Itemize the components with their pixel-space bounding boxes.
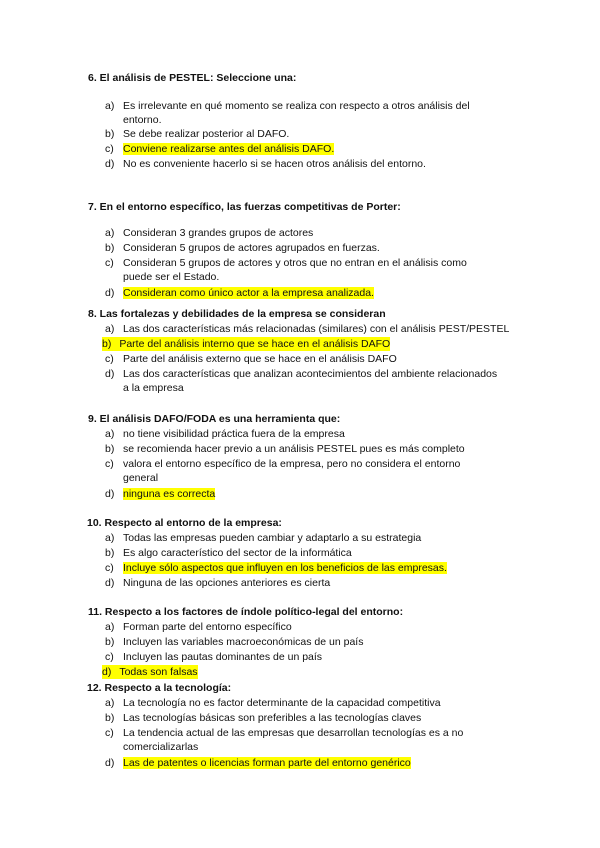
option-text: se recomienda hacer previo a un análisis PESTEL pues es más completo: [123, 443, 465, 455]
option-text: No es conveniente hacerlo si se hacen otros análisis del entorno.: [123, 158, 426, 170]
option-text: Ninguna de las opciones anteriores es cierta: [123, 577, 331, 589]
option-text: Consideran 5 grupos de actores agrupados en fuerzas.: [123, 242, 380, 254]
highlighted-answer: Incluye sólo aspectos que influyen en los beneficios de las empresas.: [123, 562, 447, 574]
option-letter: b): [102, 338, 112, 350]
option-text: Todas las empresas pueden cambiar y adaptarlo a su estrategia: [123, 532, 422, 544]
option-letter: a): [105, 621, 115, 633]
option-text: Las tecnologías básicas son preferibles a las tecnologías claves: [123, 712, 422, 724]
option-letter: b): [105, 443, 115, 455]
highlighted-answer: Todas son falsas: [119, 666, 198, 678]
option-text: Incluyen las variables macroeconómicas de un país: [123, 636, 364, 648]
highlighted-answer: Parte del análisis interno que se hace en el análisis DAFO: [119, 338, 391, 350]
question-title: 7. En el entorno específico, las fuerzas competitivas de Porter:: [88, 201, 401, 213]
option-letter: d): [105, 158, 115, 170]
question-title: 9. El análisis DAFO/FODA es una herramienta que:: [88, 413, 341, 425]
option-letter: a): [105, 100, 115, 112]
highlighted-answer: Las de patentes o licencias forman parte del entorno genérico: [123, 757, 411, 769]
option-letter: a): [105, 697, 115, 709]
option-letter: d): [102, 666, 112, 678]
option-text: valora el entorno específico de la empresa, pero no considera el entorno general: [123, 458, 461, 484]
option-letter: c): [105, 353, 114, 365]
option-text: La tendencia actual de las empresas que desarrollan tecnologías es a no comercializarlas: [123, 727, 464, 753]
option-text: Parte del análisis externo que se hace en el análisis DAFO: [123, 353, 397, 365]
option-letter: b): [105, 636, 115, 648]
option-letter: b): [105, 547, 115, 559]
option-text: Es irrelevante en qué momento se realiza con respecto a otros análisis del entorno.: [123, 100, 470, 126]
option-letter: c): [105, 458, 114, 470]
option-letter: b): [105, 712, 115, 724]
option-text: Consideran 5 grupos de actores y otros que no entran en el análisis como puede ser el Estado.: [123, 257, 467, 283]
highlighted-answer: Consideran como único actor a la empresa analizada.: [123, 287, 374, 299]
option-letter: a): [105, 428, 115, 440]
option-letter: c): [105, 562, 114, 574]
highlighted-answer-row: [102, 665, 198, 679]
question-title: 6. El análisis de PESTEL: Seleccione una:: [88, 72, 297, 84]
option-text: Las dos características más relacionadas (similares) con el análisis PEST/PESTEL: [123, 323, 510, 335]
option-text: Forman parte del entorno específico: [123, 621, 292, 633]
question-title: 8. Las fortalezas y debilidades de la empresa se consideran: [88, 308, 386, 320]
option-letter: d): [105, 368, 115, 380]
option-text: Se debe realizar posterior al DAFO.: [123, 128, 290, 140]
option-letter: b): [105, 128, 115, 140]
option-letter: c): [105, 143, 114, 155]
highlighted-answer: ninguna es correcta: [123, 488, 216, 500]
option-letter: a): [105, 323, 115, 335]
option-letter: d): [105, 757, 115, 769]
option-letter: c): [105, 727, 114, 739]
option-letter: b): [105, 242, 115, 254]
highlighted-answer-row: [102, 337, 390, 351]
question-title: 11. Respecto a los factores de índole político-legal del entorno:: [88, 606, 404, 618]
option-letter: c): [105, 651, 114, 663]
option-letter: d): [105, 287, 115, 299]
highlighted-answer: Conviene realizarse antes del análisis DAFO.: [123, 143, 335, 155]
option-text: Las dos características que analizan acontecimientos del ambiente relacionados a la empresa: [123, 368, 498, 394]
option-text: Es algo característico del sector de la informática: [123, 547, 352, 559]
option-letter: d): [105, 488, 115, 500]
option-letter: a): [105, 532, 115, 544]
option-letter: d): [105, 577, 115, 589]
option-letter: c): [105, 257, 114, 269]
option-text: La tecnología no es factor determinante de la capacidad competitiva: [123, 697, 441, 709]
option-letter: a): [105, 227, 115, 239]
question-title: 10. Respecto al entorno de la empresa:: [87, 517, 282, 529]
question-title: 12. Respecto a la tecnología:: [87, 682, 232, 694]
option-text: no tiene visibilidad práctica fuera de la empresa: [123, 428, 345, 440]
option-text: Consideran 3 grandes grupos de actores: [123, 227, 314, 239]
option-text: Incluyen las pautas dominantes de un país: [123, 651, 323, 663]
